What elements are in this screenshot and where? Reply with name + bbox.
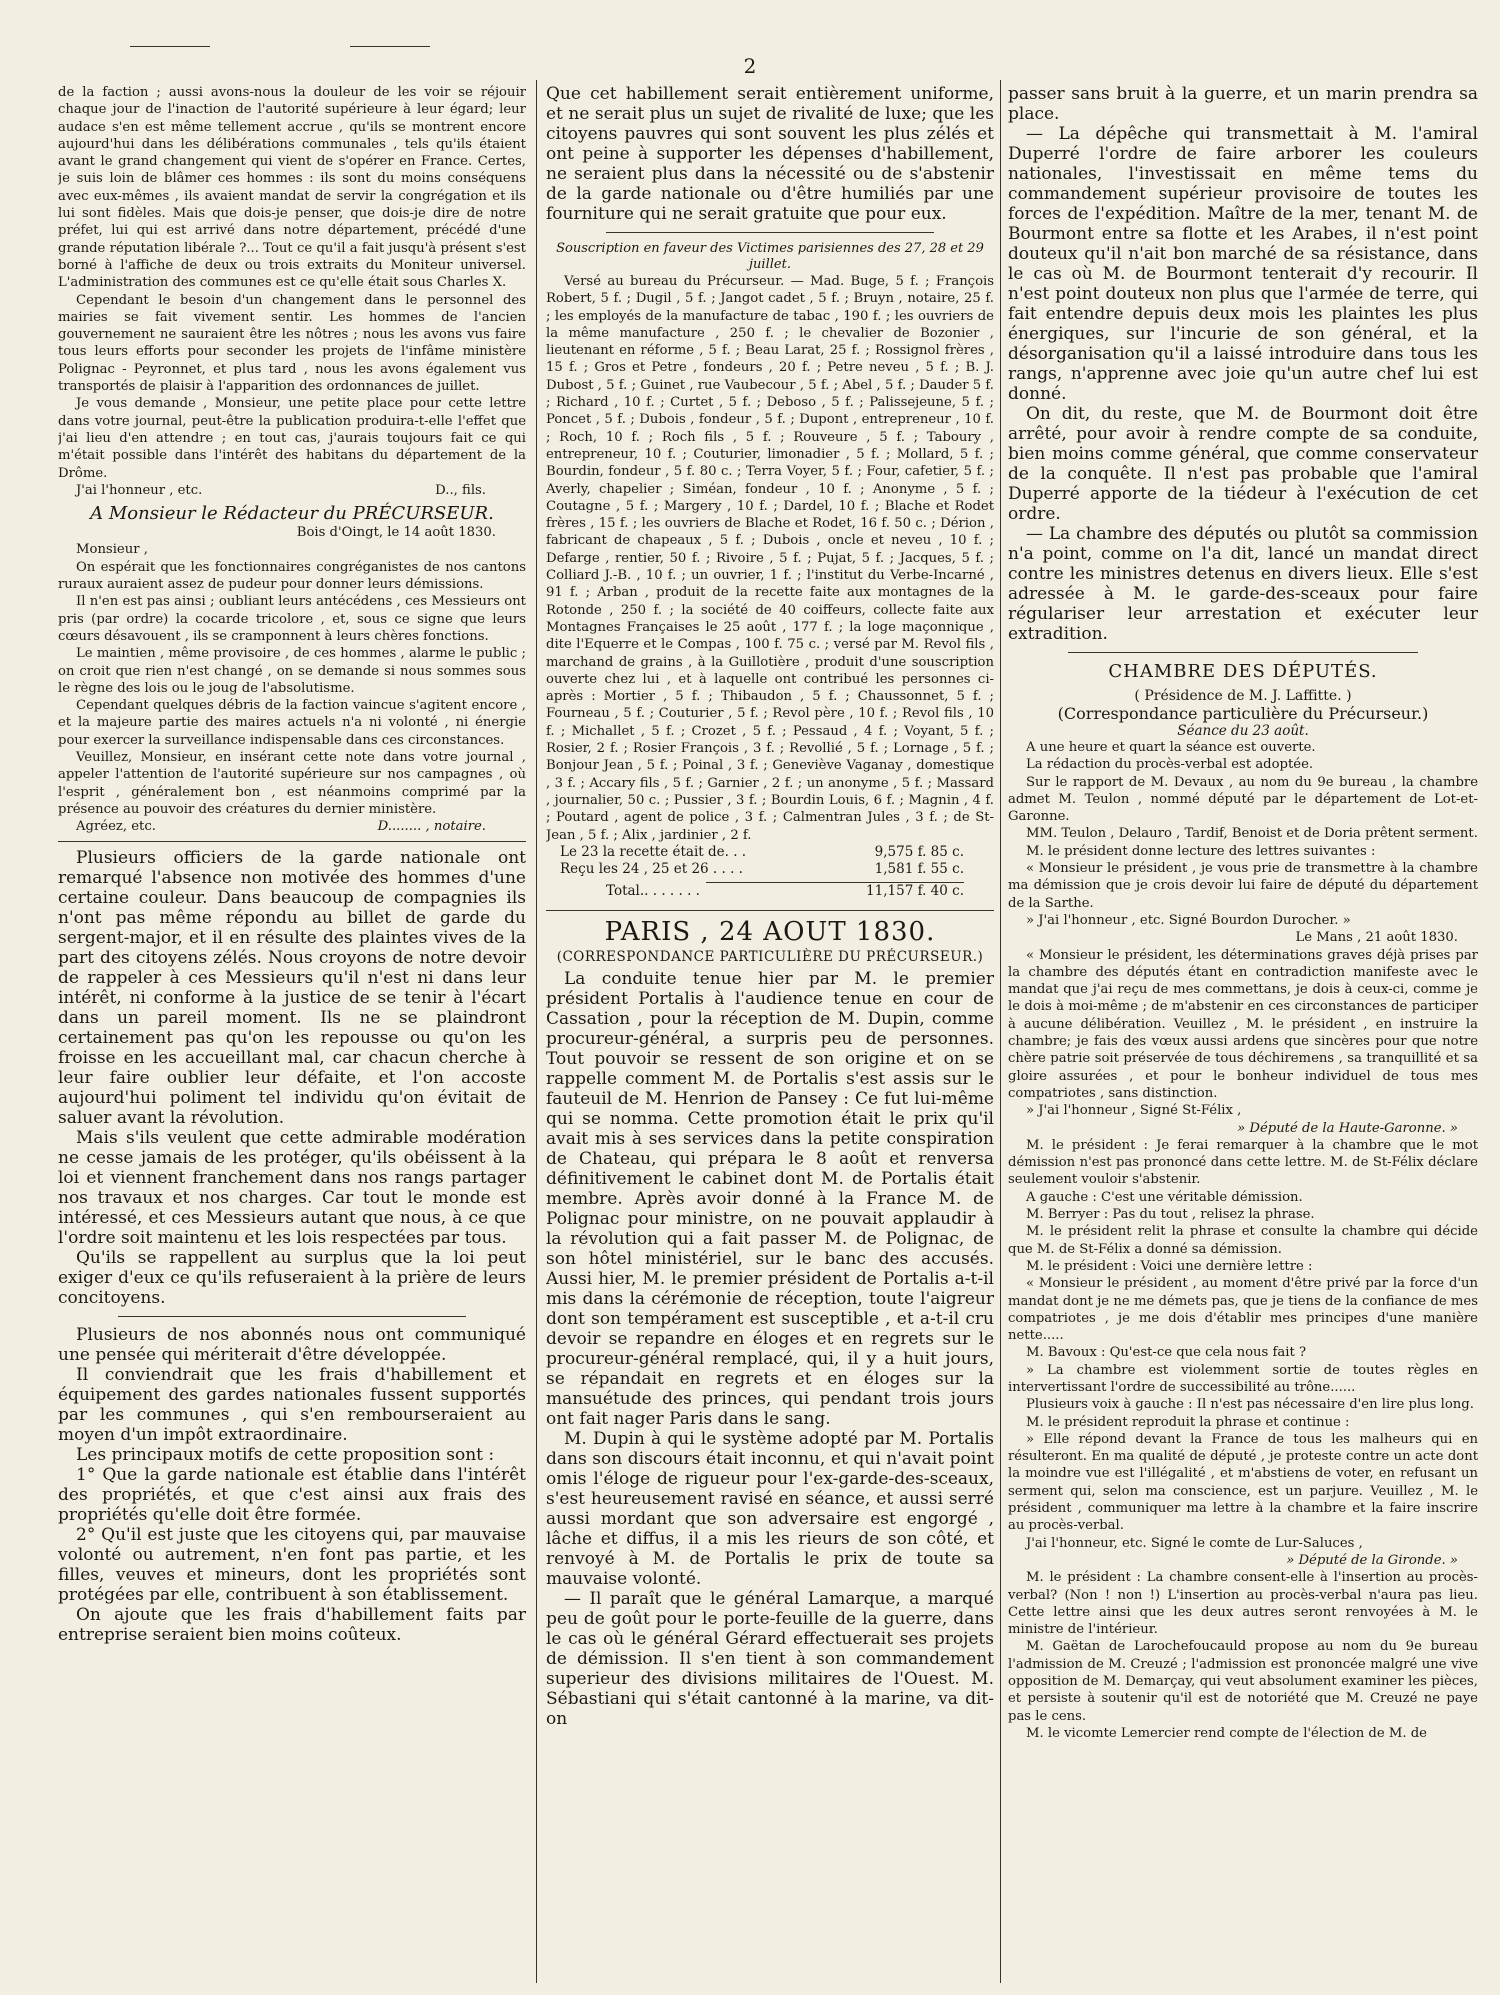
seance-date: Séance du 23 août. xyxy=(1177,723,1309,739)
paragraph: — La chambre des députés ou plutôt sa commission n'a point, comme on l'a dit, lancé un mandat direct contre les ministres detenus en divers lieux. Elle s'est adressée à M. le garde-des-sceaux pour faire régulariser leur arrestation et exécuter leur extradition. xyxy=(1008,524,1478,644)
paragraph: » Député de la Gironde. » xyxy=(1286,1552,1458,1568)
signature: D........ , notaire. xyxy=(377,819,486,835)
paragraph: M. Berryer : Pas du tout , relisez la phrase. xyxy=(1026,1207,1315,1223)
correspondance: (Correspondance particulière du Précurseur.) xyxy=(1057,704,1429,723)
paragraph: M. le président donne lecture des lettres suivantes : xyxy=(1026,843,1376,859)
paragraph: Le Mans , 21 août 1830. xyxy=(1295,930,1458,946)
closing: Agréez, etc. xyxy=(76,819,156,835)
paragraph: M. le président : Voici une dernière lettre : xyxy=(1026,1258,1313,1274)
paragraph: passer sans bruit à la guerre, et un marin prendra sa place. xyxy=(1008,84,1478,124)
separator xyxy=(1068,652,1418,653)
letter-heading: A Monsieur le Rédacteur du PRÉCURSEUR. xyxy=(90,503,494,525)
top-rule-left xyxy=(130,46,210,47)
paragraph: M. le président reproduit la phrase et continue : xyxy=(1026,1414,1350,1430)
presidence: ( Présidence de M. J. Laffitte. ) xyxy=(1134,688,1352,704)
paris-article xyxy=(546,969,994,1729)
signature-line xyxy=(58,482,526,499)
paragraph: Il conviendrait que les frais d'habillement et équipement des gardes nationales fussent supportés par les communes , qui s'en rembourseraient au moyen d'un impôt extraordinaire. xyxy=(58,1365,526,1446)
paragraph: A gauche : C'est une véritable démission. xyxy=(1026,1189,1303,1205)
paragraph: On dit, du reste, que M. de Bourmont doit être arrêté, pour avoir à rendre compte de sa conduite, bien moins comme général, que comme conservateur de la conquête. Il n'est pas probable que l'amiral Duperré apporte de la tiédeur à l'exécution de cet ordre. xyxy=(1008,404,1478,524)
paragraph: M. Dupin à qui le système adopté par M. Portalis dans son discours était inconnu, et qui n'avait point omis l'éloge de rigueur pour l'ex-garde-des-sceaux, s'est heureusement ravisé en séance, et aussi serré aussi mordant que son adversaire est engorgé , lâche et diffus, il a mis les rieurs de son côté, et renvoyé à M. de Portalis le prix de toute sa mauvaise volonté. xyxy=(546,1428,994,1589)
paragraph: Cependant le besoin d'un changement dans le personnel des mairies se fait vivement sentir. Les hommes de l'ancien gouvernement ne sauraient être les nôtres ; nous les avons vus faire tous leurs efforts pour seconder les projets de l'infâme ministère Polignac - Peyronnet, et plus tard , nous les avons également vus transportés de plaisir à l'apparition des ordonnances de juillet. xyxy=(58,292,526,395)
separator xyxy=(118,1316,466,1317)
paragraph: On ajoute que les frais d'habillement faits par entreprise seraient bien moins coûteux. xyxy=(58,1605,526,1646)
news-continued xyxy=(1008,84,1478,644)
chambre-proceedings xyxy=(1008,739,1478,1742)
column-3 xyxy=(1008,84,1478,1983)
paragraph: Je vous demande , Monsieur, une petite place pour cette lettre dans votre journal, peut-être la publication produira-t-elle l'effet que j'ai lieu d'en attendre ; en tout cas, j'aurais toujours fait ce qui m'était possible dans l'intérêt des habitans du département de la Drôme. xyxy=(58,396,526,481)
paragraph: Veuillez, Monsieur, en insérant cette note dans votre journal , appeler l'attention de l'autorité supérieure sur nos campagnes , où l'esprit , généralement bon , est néanmoins comprimé par la présence au pouvoir des créatures du dernier ministère. xyxy=(58,749,526,817)
paragraph: Qu'ils se rappellent au surplus que la loi peut exiger d'eux ce qu'ils refuseraient à la prière de leurs concitoyens. xyxy=(58,1248,526,1309)
paragraph: 2° Qu'il est juste que les citoyens qui, par mauvaise volonté ou autrement, n'en font pas partie, et les filles, veuves et mineurs, dont les propriétés sont protégées par elle, contribuent à son établissement. xyxy=(58,1525,526,1606)
paragraph: Les principaux motifs de cette proposition sont : xyxy=(76,1445,495,1466)
paragraph: de la faction ; aussi avons-nous la douleur de les voir se réjouir chaque jour de l'inaction de l'autorité supérieure à leur égard; leur audace s'en est même tellement accrue , qu'ils se montrent encore aujourd'hui dans les délibérations communales , tels qu'ils étaient avant le grand changement qui vient de s'opérer en France. Certes, je suis loin de blâmer ces hommes : ils sont du moins conséquens avec eux-mêmes , ils avaient mandat de servir la congrégation et ils lui sont fidèles. Mais que dois-je penser, que dois-je dire de notre préfet, lui qui est arrivé dans notre département, précédé d'une grande réputation libérale ?... Tout ce qu'il a fait jusqu'à présent s'est borné à l'affiche de deux ou trois extraits du Moniteur universel. L'administration des communes est ce qu'elle était sous Charles X. xyxy=(58,85,526,291)
paragraph: MM. Teulon , Delauro , Tardif, Benoist et de Doria prêtent serment. xyxy=(1026,826,1478,842)
paragraph: M. Gaëtan de Larochefoucauld propose au nom du 9e bureau l'admission de M. Creuzé ; l'admission est prononcée malgré une vive opposition de M. Demarçay, qui veut absolument examiner les pièces, et persiste à soutenir qu'il est de notoriété que M. Creuzé ne paye pas le cens. xyxy=(1008,1639,1478,1724)
paragraph: M. le président : Je ferai remarquer à la chambre que le mot démission n'est pas prononcé dans cette lettre. M. de St-Félix déclare seulement vouloir s'abstenir. xyxy=(1008,1137,1478,1188)
paragraph: « Monsieur le président , au moment d'être privé par la force d'un mandat dont je ne me démets pas, que je tiens de la confiance de mes compatriotes , je me dois d'établir mes principes d'une manière nette..... xyxy=(1008,1276,1478,1344)
paragraph: La conduite tenue hier par M. le premier président Portalis à l'audience tenue en cour de Cassation , pour la réception de M. Dupin, comme procureur-général, a surpris peu de personnes. Tout pouvoir se ressent de son origine et on se rappelle comment M. de Portalis s'est assis sur le fauteuil de M. Henrion de Pansey : Ce fut lui-même qui se nomma. Cette promotion était le prix qu'il avait mis à ses services dans la petite conspiration de Chateau, qui prépara le 8 août et renversa définitivement le cabinet dont M. de Portalis était membre. Après avoir donné à la France M. de Polignac pour ministre, on ne pouvait applaudir à la révolution qui a fait passer M. de Polignac, de son hôtel ministériel, sur le banc des accusés. Aussi hier, M. le premier président de Portalis a-t-il mis dans la cérémonie de réception, toute l'aigreur dont son tempérament est susceptible , et a-t-il cru devoir se repandre en éloges et en regrets sur le procureur-général remplacé, qui, il y a huit jours, se répandait en regrets et en éloges sur la mansuétude des princes, qui pendant trois jours ont fait nager Paris dans le sang. xyxy=(546,968,994,1429)
total-row: Reçu les 24 , 25 et 26 . . . . 1,581 f. 55 c. xyxy=(560,860,964,877)
paragraph: » Député de la Haute-Garonne. » xyxy=(1237,1120,1458,1136)
signature-line xyxy=(58,818,526,835)
paragraph: » Elle répond devant la France de tous les malheurs qui en résulteront. En ma qualité de député , je proteste contre un acte dont la moindre vue est l'illégalité , et m'abstiens de voter, en refusant un serment qui, selon ma conscience, est un parjure. Veuillez , M. le président , communiquer ma lettre à la chambre et la faire inscrire au procès-verbal. xyxy=(1008,1431,1478,1534)
total-row: Le 23 la recette était de. . . 9,575 f. 85 c. xyxy=(560,843,964,860)
closing: J'ai l'honneur , etc. xyxy=(76,482,203,498)
paris-title: PARIS , 24 AOUT 1830. xyxy=(604,916,936,947)
paragraph: On espérait que les fonctionnaires congréganistes de nos cantons ruraux auraient assez de pudeur pour donner leurs démissions. xyxy=(58,559,526,593)
paragraph: M. le président relit la phrase et consulte la chambre qui décide que M. de St-Félix a donné sa démission. xyxy=(1008,1224,1478,1257)
souscription-heading: Souscription en faveur des Victimes parisiennes des 27, 28 et 29 juillet. xyxy=(556,241,984,272)
total-row: Total.. . . . . . . 11,157 f. 40 c. xyxy=(606,882,964,899)
top-rule-mid xyxy=(350,46,430,47)
page-number: 2 xyxy=(743,54,757,78)
column-1 xyxy=(58,84,526,1983)
paragraph: « Monsieur le président , je vous prie de transmettre à la chambre ma démission que je crois devoir lui faire de député du département de la Sarthe. xyxy=(1008,861,1478,911)
paragraph: M. Bavoux : Qu'est-ce que cela nous fait ? xyxy=(1026,1345,1307,1361)
paragraph: Sur le rapport de M. Devaux , au nom du 9e bureau , la chambre admet M. Teulon , nommé député par le département de Lot-et-Garonne. xyxy=(1008,774,1478,825)
paragraph: A une heure et quart la séance est ouverte. xyxy=(1026,740,1316,755)
paragraph: Le maintien , même provisoire , de ces hommes , alarme le public ; on croit que rien n'est changé , on se demande si nous sommes sous le règne des lois ou le joug de l'absolutisme. xyxy=(58,646,526,696)
column-rule-2 xyxy=(1000,80,1001,1983)
paragraph: M. le président : La chambre consent-elle à l'insertion au procès-verbal? (Non ! non !) L'insertion au procès-verbal n'aura pas lieu. Cette lettre ainsi que les deux autres seront renvoyées à M. le ministre de l'intérieur. xyxy=(1008,1570,1478,1638)
paragraph: Cependant quelques débris de la faction vaincue s'agitent encore , et la majeure partie des maires actuels n'a ni volonté , ni énergie pour exercer la surveillance indispensable dans ces circonstances. xyxy=(58,698,526,748)
intro-letter xyxy=(58,84,526,499)
paragraph: Il n'en est pas ainsi ; oubliant leurs antécédens , ces Messieurs ont pris (par ordre) la cocarde tricolore , et, sous ce signe que leurs cœurs désavouent , ils se cramponnent à leurs chères fonctions. xyxy=(58,594,526,644)
paragraph: Plusieurs voix à gauche : Il n'est pas nécessaire d'en lire plus long. xyxy=(1026,1397,1474,1413)
paragraph: Plusieurs de nos abonnés nous ont communiqué une pensée qui mériterait d'être développée. xyxy=(58,1325,526,1366)
signature: D.., fils. xyxy=(435,482,486,498)
salutation: Monsieur , xyxy=(76,542,148,558)
paragraph: Mais s'ils veulent que cette admirable modération ne cesse jamais de les protéger, qu'ils obéissent à la loi et viennent franchement dans nos rangs partager nos travaux et nos charges. Car tout le monde est intéressé, et ces Messieurs autant que nous, à ce que l'ordre soit maintenu et les lois respectées par tous. xyxy=(58,1128,526,1249)
column-rule-1 xyxy=(536,80,537,1983)
paragraph: » J'ai l'honneur , Signé St-Félix , xyxy=(1026,1103,1242,1119)
paragraph: Plusieurs officiers de la garde nationale ont remarqué l'absence non motivée des hommes d'une certaine couleur. Dans beaucoup de compagnies ils n'ont pas même répondu au billet de garde du sergent-major, et il en résulte des plaintes vives de la part des citoyens zélés. Nous croyons de notre devoir de rappeler à ces Messieurs qu'il n'est ni dans leur intérêt, ni conforme à la justice de se tenir à l'écart dans un pareil moment. Ils ne se plaindront certainement pas qu'on les repousse ou qu'on les froisse en les accueillant mal, car chacun cherche à leur faire oublier leur défaite, et l'on accoste aujourd'hui poliment tel individu qu'on évitait de saluer avant la révolution. xyxy=(58,848,526,1129)
paragraph: « Monsieur le président, les déterminations graves déjà prises par la chambre des députés étant en contradiction manifeste avec le mandat que j'ai reçu de mes commettans, je dois à ceux-ci, comme je le dois à moi-même ; de m'abstenir en ces circonstances de participer à aucune délibération. Veuillez , M. le président , en instruire la chambre; je fais des vœux aussi ardens que sincères pour que notre chère patrie soit préservée de tous déchiremens , sa tranquillité et sa gloire assurées , et pour le bonheur individuel de tous mes compatriotes , sans distinction. xyxy=(1008,947,1478,1101)
officers-article xyxy=(58,848,526,1308)
paragraph: » La chambre est violemment sortie de toutes règles en intervertissant l'ordre de successibilité au trône...... xyxy=(1008,1362,1478,1395)
paragraph: M. le vicomte Lemercier rend compte de l'élection de M. de xyxy=(1026,1725,1427,1741)
paragraph: » J'ai l'honneur , etc. Signé Bourdon Durocher. » xyxy=(1026,912,1351,928)
paris-subtitle: (CORRESPONDANCE PARTICULIÈRE DU PRÉCURSEUR.) xyxy=(556,948,984,965)
letter-place-date: Bois d'Oingt, le 14 août 1830. xyxy=(296,525,496,541)
separator xyxy=(546,910,994,911)
chambre-title: CHAMBRE DES DÉPUTÉS. xyxy=(1108,661,1378,682)
subscribers-article xyxy=(58,1325,526,1645)
souscription-list: Versé au bureau du Précurseur. — Mad. Buge, 5 f. ; François Robert, 5 f. ; Dugil , 5 f. ; Jangot cadet , 5 f. ; Bruyn , notaire, 25 f. ; les employés de la manufacture de tabac , 190 f. ; les ouvriers de la même manufacture , 250 f. ; le chevalier de Bozonier , lieutenant en réforme , 5 f. ; Beau Larat, 25 f. ; Rossignol frères , 15 f. ; Gros et Petre , fondeurs , 20 f. ; Petre neveu , 5 f. ; B. J. Dubost , 5 f. ; Guinet , rue Vaubecour , 5 f. ; Abel , 5 f. ; Dauder 5 f. ; Richard , 10 f. ; Curtet , 5 f. ; Deboso , 5 f. ; Palissejeune, 5 f. ; Poncet , 5 f. ; Dubois , fondeur , 5 f. ; Dupont , entrepreneur , 10 f. ; Roch, 10 f. ; Roch fils , 5 f. ; Rouveure , 5 f. ; Taboury , entrepreneur, 10 f. ; Couturier, limonadier , 5 f. ; Mollard, 5 f. ; Bourdin, fondeur , 5 f. 80 c. ; Terra Voyer, 5 f. ; Four, cafetier, 5 f. ; Averly, chapelier ; Siméan, fondeur , 10 f. ; Anonyme , 5 f. ; Coutagne , 5 f. ; Margery , 10 f. ; Dardel, 10 f. ; Blache et Rodet frères , 15 f. ; les ouvriers de Blache et Rodet, 16 f. 50 c. ; Dérion , fabricant de chapeaux , 5 f. ; Dubois , oncle et neveu , 10 f. ; Defarge , rentier, 50 f. ; Rivoire , 5 f. ; Pujat, 5 f. ; Jacques, 5 f. ; Colliard J.-B. , 10 f. ; un ouvrier, 1 f. ; l'institut du Verbe-Incarné , 91 f. ; Arban , produit de la recette faite aux montagnes de la Rotonde , 250 f. ; la société de 40 coiffeurs, collecte faite aux Montagnes Françaises le 25 août , 177 f. ; la loge maçonnique , dite l'Equerre et le Compas , 100 f. 75 c. ; versé par M. Revol fils , marchand de grains , à la Guillotière , produit d'une souscription ouverte chez lui , et à laquelle ont contribué les personnes ci-après : Mortier , 5 f. ; Thibaudon , 5 f. ; Chaussonnet, 5 f. ; Fourneau , 5 f. ; Couturier , 5 f. ; Revol père , 10 f. ; Revol fils , 10 f. ; Michallet , 5 f. ; Crozet , 5 f. ; Pessaud , 4 f. ; Voyant, 5 f. ; Rosier, 2 f. ; Rosier François , 3 f. ; Revollié , 5 f. ; Lornage , 5 f. ; Bonjour Jean , 5 f. ; Poinal , 3 f. ; Geneviève Vaganay , domestique , 3 f. ; Accary fils , 5 f. ; Garnier , 2 f. ; un anonyme , 5 f. ; Massard , journalier, 50 c. ; Pussier , 3 f. ; Bourdin Louis, 6 f. ; Magnin , 4 f. ; Poutard , agent de police , 3 f. ; Calmentran Jules , 3 f. ; de St-Jean , 5 f. ; Alix , jardinier , 2 f. xyxy=(546,274,994,843)
paragraph: — Il paraît que le général Lamarque, a marqué peu de goût pour le porte-feuille de la guerre, dans le cas où le général Gérard effectuerait ses projets de démission. Il s'en tient à son commandement superieur des divisions militaires de l'Ouest. M. Sébastiani qui s'était cantonné à la marine, va dit-on xyxy=(546,1588,994,1729)
paragraph: Que cet habillement serait entièrement uniforme, et ne serait plus un sujet de rivalité de luxe; que les citoyens pauvres qui sont souvent les plus zélés et ont peine à supporter les dépenses d'habillement, ne seraient plus dans la nécessité ou de s'abstenir de la garde nationale ou d'être humiliés par une fourniture qui ne serait gratuite que pour eux. xyxy=(546,84,994,224)
separator xyxy=(58,841,526,842)
paragraph: J'ai l'honneur, etc. Signé le comte de Lur-Saluces , xyxy=(1026,1535,1363,1551)
souscription-totals xyxy=(546,844,994,900)
separator xyxy=(606,232,934,233)
paragraph: La rédaction du procès-verbal est adoptée. xyxy=(1026,757,1314,773)
paragraph: 1° Que la garde nationale est établie dans l'intérêt des propriétés, et que c'est ainsi aux frais des propriétés qu'elle doit être formée. xyxy=(58,1465,526,1526)
paragraph: — La dépêche qui transmettait à M. l'amiral Duperré l'ordre de faire arborer les couleurs nationales, l'investissait en même tems du commandement supérieur provisoire de toutes les forces de l'expédition. Maître de la mer, tenant M. de Bourmont entre sa flotte et les Arabes, il n'est point douteux qu'il n'ait bon marché de sa résistance, dans le cas où M. de Bourmont tenterait d'y recourir. Il n'est point douteux non plus que l'armée de terre, qui fait entendre depuis deux mois les plaintes les plus énergiques, sur l'incurie de son général, et la désorganisation qu'il a laissé introduire dans tous les rangs, n'apprenne avec joie qu'un autre chef lui est donné. xyxy=(1008,124,1478,404)
column-2 xyxy=(546,84,994,1983)
